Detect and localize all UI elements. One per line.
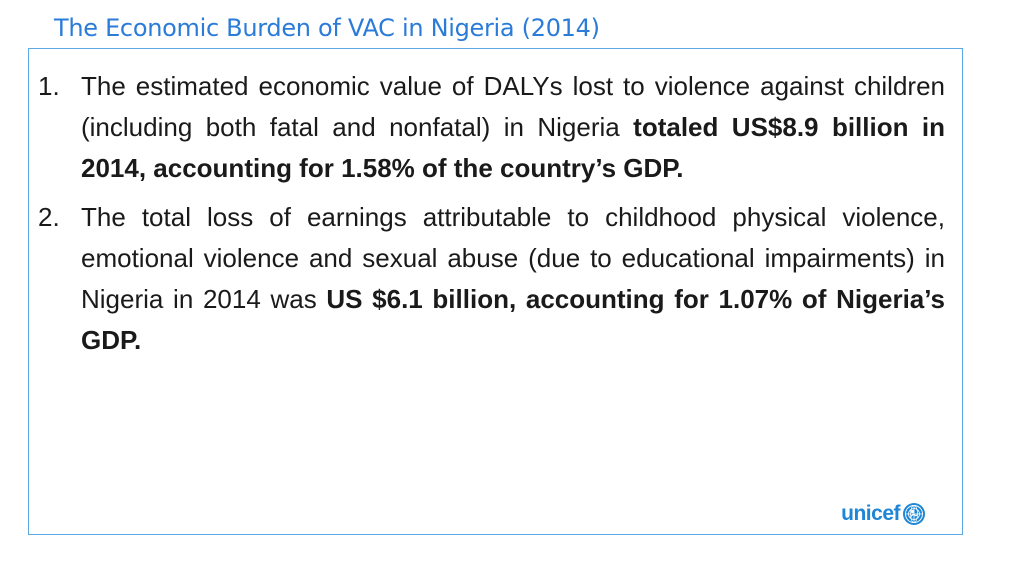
slide-title: The Economic Burden of VAC in Nigeria (2014) — [54, 14, 600, 42]
unicef-logo — [841, 502, 926, 526]
point-number: 2. — [38, 202, 60, 232]
point-item — [38, 66, 945, 189]
point-text-bold: US $6.1 billion, accounting for 1.07% of Nigeria’s GDP. — [81, 284, 945, 355]
unicef-logo-text: unicef — [841, 502, 900, 525]
point-text-bold: totaled US$8.9 billion in 2014, accounting for 1.58% of the country’s GDP. — [81, 112, 946, 183]
point-item — [38, 197, 945, 361]
unicef-emblem-icon — [902, 502, 926, 526]
points-list — [38, 66, 945, 369]
content-box — [28, 48, 963, 535]
point-number: 1. — [38, 71, 60, 101]
point-text-regular: The total loss of earnings attributable to childhood physical violence, emotional violence and sexual abuse (due to educational impairments) in Nigeria in 2014 was — [81, 202, 945, 314]
point-text-regular: The estimated economic value of DALYs lost to violence against children (including both fatal and nonfatal) in Nigeria — [81, 71, 945, 142]
